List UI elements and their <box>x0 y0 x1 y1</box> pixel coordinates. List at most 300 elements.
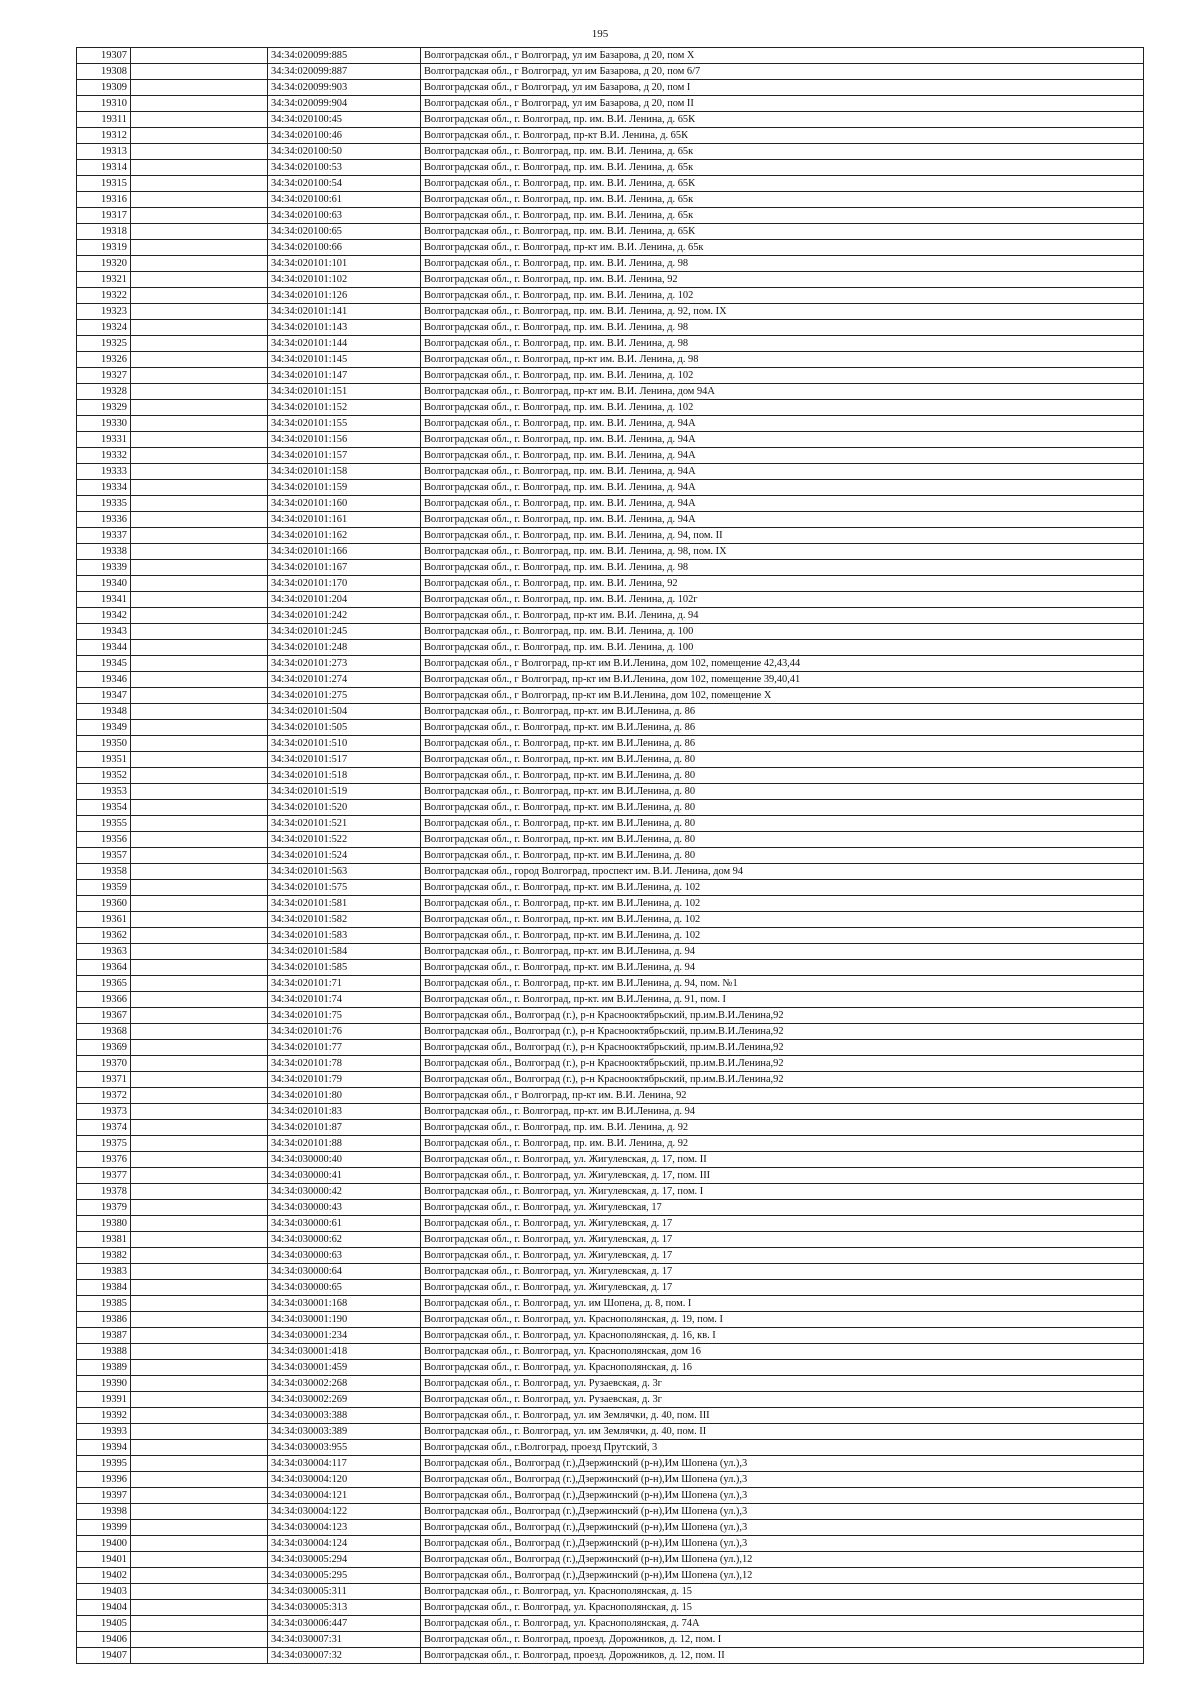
table-row <box>77 320 1144 336</box>
cadastral-number-cell: 34:34:030005:313 <box>268 1600 421 1616</box>
empty-cell <box>131 400 268 416</box>
empty-cell <box>131 128 268 144</box>
row-number-cell: 19322 <box>77 288 131 304</box>
address-cell: Волгоградская обл., Волгоград (г.), р-н Краснооктябрьский, пр.им.В.И.Ленина,92 <box>421 1024 1144 1040</box>
row-number-cell: 19323 <box>77 304 131 320</box>
cadastral-number-cell: 34:34:020101:158 <box>268 464 421 480</box>
table-row <box>77 1104 1144 1120</box>
row-number-cell: 19383 <box>77 1264 131 1280</box>
address-cell: Волгоградская обл., г. Волгоград, ул. Жигулевская, 17 <box>421 1200 1144 1216</box>
table-row <box>77 1216 1144 1232</box>
address-cell: Волгоградская обл., г. Волгоград, пр-кт. им В.И.Ленина, д. 80 <box>421 752 1144 768</box>
table-row <box>77 896 1144 912</box>
table-row <box>77 1520 1144 1536</box>
empty-cell <box>131 1568 268 1584</box>
table-row <box>77 768 1144 784</box>
address-cell: Волгоградская обл., г. Волгоград, ул. Краснополянская, дом 16 <box>421 1344 1144 1360</box>
address-cell: Волгоградская обл., г. Волгоград, пр-кт. им В.И.Ленина, д. 102 <box>421 912 1144 928</box>
row-number-cell: 19394 <box>77 1440 131 1456</box>
cadastral-number-cell: 34:34:030000:40 <box>268 1152 421 1168</box>
row-number-cell: 19366 <box>77 992 131 1008</box>
table-row <box>77 704 1144 720</box>
table-row <box>77 1488 1144 1504</box>
table-row <box>77 624 1144 640</box>
address-cell: Волгоградская обл., г. Волгоград, пр-кт. им В.И.Ленина, д. 80 <box>421 768 1144 784</box>
table-row <box>77 1600 1144 1616</box>
address-cell: Волгоградская обл., г. Волгоград, ул. Краснополянская, д. 15 <box>421 1600 1144 1616</box>
table-row <box>77 960 1144 976</box>
empty-cell <box>131 112 268 128</box>
cadastral-number-cell: 34:34:020101:141 <box>268 304 421 320</box>
cadastral-number-cell: 34:34:020101:563 <box>268 864 421 880</box>
empty-cell <box>131 736 268 752</box>
empty-cell <box>131 1456 268 1472</box>
table-row <box>77 800 1144 816</box>
address-cell: Волгоградская обл., г Волгоград, ул им Базарова, д 20, пом II <box>421 96 1144 112</box>
address-cell: Волгоградская обл., г. Волгоград, пр. им. В.И. Ленина, д. 65к <box>421 160 1144 176</box>
cadastral-number-cell: 34:34:020101:145 <box>268 352 421 368</box>
address-cell: Волгоградская обл., г Волгоград, пр-кт им. В.И. Ленина, 92 <box>421 1088 1144 1104</box>
table-row <box>77 496 1144 512</box>
cadastral-number-cell: 34:34:030000:42 <box>268 1184 421 1200</box>
table-row <box>77 1312 1144 1328</box>
address-cell: Волгоградская обл., г. Волгоград, пр-кт. им В.И.Ленина, д. 94 <box>421 960 1144 976</box>
table-row <box>77 928 1144 944</box>
table-row <box>77 688 1144 704</box>
table-row <box>77 816 1144 832</box>
address-cell: Волгоградская обл., г. Волгоград, ул. Жигулевская, д. 17, пом. II <box>421 1152 1144 1168</box>
cadastral-number-cell: 34:34:020101:585 <box>268 960 421 976</box>
row-number-cell: 19332 <box>77 448 131 464</box>
row-number-cell: 19329 <box>77 400 131 416</box>
address-cell: Волгоградская обл., г. Волгоград, ул. Краснополянская, д. 74А <box>421 1616 1144 1632</box>
table-row <box>77 528 1144 544</box>
row-number-cell: 19375 <box>77 1136 131 1152</box>
row-number-cell: 19345 <box>77 656 131 672</box>
row-number-cell: 19364 <box>77 960 131 976</box>
address-cell: Волгоградская обл., г. Волгоград, пр. им. В.И. Ленина, д. 102 <box>421 400 1144 416</box>
row-number-cell: 19346 <box>77 672 131 688</box>
empty-cell <box>131 928 268 944</box>
cadastral-number-cell: 34:34:020101:582 <box>268 912 421 928</box>
table-row <box>77 128 1144 144</box>
address-cell: Волгоградская обл., г. Волгоград, пр. им. В.И. Ленина, д. 98 <box>421 256 1144 272</box>
cadastral-number-cell: 34:34:020101:143 <box>268 320 421 336</box>
empty-cell <box>131 1072 268 1088</box>
cadastral-number-cell: 34:34:030005:294 <box>268 1552 421 1568</box>
row-number-cell: 19378 <box>77 1184 131 1200</box>
empty-cell <box>131 1200 268 1216</box>
empty-cell <box>131 1136 268 1152</box>
table-row <box>77 1616 1144 1632</box>
row-number-cell: 19398 <box>77 1504 131 1520</box>
cadastral-number-cell: 34:34:020101:583 <box>268 928 421 944</box>
table-row <box>77 192 1144 208</box>
empty-cell <box>131 880 268 896</box>
table-row <box>77 1632 1144 1648</box>
table-row <box>77 1200 1144 1216</box>
row-number-cell: 19309 <box>77 80 131 96</box>
cadastral-number-cell: 34:34:020100:66 <box>268 240 421 256</box>
empty-cell <box>131 592 268 608</box>
row-number-cell: 19404 <box>77 1600 131 1616</box>
row-number-cell: 19387 <box>77 1328 131 1344</box>
cadastral-number-cell: 34:34:020101:76 <box>268 1024 421 1040</box>
cadastral-number-cell: 34:34:030000:62 <box>268 1232 421 1248</box>
row-number-cell: 19381 <box>77 1232 131 1248</box>
row-number-cell: 19371 <box>77 1072 131 1088</box>
table-row <box>77 1376 1144 1392</box>
empty-cell <box>131 832 268 848</box>
empty-cell <box>131 944 268 960</box>
address-cell: Волгоградская обл., г. Волгоград, пр. им. В.И. Ленина, д. 65к <box>421 144 1144 160</box>
cadastral-number-cell: 34:34:030000:65 <box>268 1280 421 1296</box>
table-row <box>77 1232 1144 1248</box>
empty-cell <box>131 1248 268 1264</box>
row-number-cell: 19376 <box>77 1152 131 1168</box>
table-row <box>77 112 1144 128</box>
address-cell: Волгоградская обл., г. Волгоград, проезд. Дорожников, д. 12, пом. I <box>421 1632 1144 1648</box>
table-row <box>77 512 1144 528</box>
address-cell: Волгоградская обл., г. Волгоград, пр-кт. им В.И.Ленина, д. 86 <box>421 704 1144 720</box>
row-number-cell: 19314 <box>77 160 131 176</box>
address-cell: Волгоградская обл., г. Волгоград, пр-кт. им В.И.Ленина, д. 80 <box>421 800 1144 816</box>
address-cell: Волгоградская обл., Волгоград (г.),Дзержинский (р-н),Им Шопена (ул.),12 <box>421 1568 1144 1584</box>
address-cell: Волгоградская обл., Волгоград (г.), р-н Краснооктябрьский, пр.им.В.И.Ленина,92 <box>421 1056 1144 1072</box>
address-cell: Волгоградская обл., Волгоград (г.),Дзержинский (р-н),Им Шопена (ул.),12 <box>421 1552 1144 1568</box>
row-number-cell: 19399 <box>77 1520 131 1536</box>
table-row <box>77 384 1144 400</box>
row-number-cell: 19368 <box>77 1024 131 1040</box>
row-number-cell: 19356 <box>77 832 131 848</box>
cadastral-number-cell: 34:34:020100:54 <box>268 176 421 192</box>
table-row <box>77 416 1144 432</box>
empty-cell <box>131 1632 268 1648</box>
empty-cell <box>131 208 268 224</box>
empty-cell <box>131 784 268 800</box>
table-row <box>77 1264 1144 1280</box>
cadastral-number-cell: 34:34:030000:63 <box>268 1248 421 1264</box>
row-number-cell: 19380 <box>77 1216 131 1232</box>
address-cell: Волгоградская обл., г. Волгоград, пр-кт им. В.И. Ленина, д. 98 <box>421 352 1144 368</box>
address-cell: Волгоградская обл., Волгоград (г.),Дзержинский (р-н),Им Шопена (ул.),3 <box>421 1504 1144 1520</box>
row-number-cell: 19337 <box>77 528 131 544</box>
empty-cell <box>131 1616 268 1632</box>
table-row <box>77 1456 1144 1472</box>
table-row <box>77 1168 1144 1184</box>
cadastral-number-cell: 34:34:030005:311 <box>268 1584 421 1600</box>
cadastral-number-cell: 34:34:020101:510 <box>268 736 421 752</box>
row-number-cell: 19359 <box>77 880 131 896</box>
row-number-cell: 19351 <box>77 752 131 768</box>
cadastral-number-cell: 34:34:020101:161 <box>268 512 421 528</box>
empty-cell <box>131 976 268 992</box>
empty-cell <box>131 1168 268 1184</box>
table-row <box>77 272 1144 288</box>
address-cell: Волгоградская обл., г. Волгоград, ул. Краснополянская, д. 15 <box>421 1584 1144 1600</box>
address-cell: Волгоградская обл., г. Волгоград, пр. им. В.И. Ленина, д. 92 <box>421 1136 1144 1152</box>
table-row <box>77 96 1144 112</box>
cadastral-number-cell: 34:34:020101:521 <box>268 816 421 832</box>
cadastral-number-cell: 34:34:020101:159 <box>268 480 421 496</box>
address-cell: Волгоградская обл., г. Волгоград, пр-кт. им В.И.Ленина, д. 91, пом. I <box>421 992 1144 1008</box>
address-cell: Волгоградская обл., г. Волгоград, пр. им. В.И. Ленина, д. 100 <box>421 624 1144 640</box>
cadastral-number-cell: 34:34:020101:581 <box>268 896 421 912</box>
empty-cell <box>131 1600 268 1616</box>
address-cell: Волгоградская обл., г. Волгоград, пр. им. В.И. Ленина, д. 94А <box>421 416 1144 432</box>
row-number-cell: 19325 <box>77 336 131 352</box>
row-number-cell: 19334 <box>77 480 131 496</box>
row-number-cell: 19407 <box>77 1648 131 1664</box>
cadastral-number-cell: 34:34:030001:234 <box>268 1328 421 1344</box>
cadastral-number-cell: 34:34:020101:151 <box>268 384 421 400</box>
empty-cell <box>131 528 268 544</box>
address-cell: Волгоградская обл., г. Волгоград, ул. Жигулевская, д. 17, пом. I <box>421 1184 1144 1200</box>
table-row <box>77 368 1144 384</box>
table-row <box>77 1424 1144 1440</box>
row-number-cell: 19318 <box>77 224 131 240</box>
address-cell: Волгоградская обл., г. Волгоград, пр-кт. им В.И.Ленина, д. 94 <box>421 944 1144 960</box>
table-row <box>77 224 1144 240</box>
empty-cell <box>131 800 268 816</box>
empty-cell <box>131 672 268 688</box>
cadastral-number-cell: 34:34:030004:123 <box>268 1520 421 1536</box>
table-row <box>77 304 1144 320</box>
address-cell: Волгоградская обл., г. Волгоград, ул. Рузаевская, д. 3г <box>421 1376 1144 1392</box>
page-number: 195 <box>591 28 609 40</box>
cadastral-number-cell: 34:34:020101:162 <box>268 528 421 544</box>
row-number-cell: 19315 <box>77 176 131 192</box>
empty-cell <box>131 624 268 640</box>
cadastral-number-cell: 34:34:030000:61 <box>268 1216 421 1232</box>
empty-cell <box>131 768 268 784</box>
address-cell: Волгоградская обл., г. Волгоград, пр. им. В.И. Ленина, д. 98, пом. IX <box>421 544 1144 560</box>
table-row <box>77 752 1144 768</box>
row-number-cell: 19403 <box>77 1584 131 1600</box>
table-row <box>77 864 1144 880</box>
table-row <box>77 240 1144 256</box>
table-row <box>77 1536 1144 1552</box>
empty-cell <box>131 368 268 384</box>
table-row <box>77 1584 1144 1600</box>
row-number-cell: 19384 <box>77 1280 131 1296</box>
empty-cell <box>131 720 268 736</box>
empty-cell <box>131 1440 268 1456</box>
address-cell: Волгоградская обл., Волгоград (г.),Дзержинский (р-н),Им Шопена (ул.),3 <box>421 1536 1144 1552</box>
empty-cell <box>131 272 268 288</box>
empty-cell <box>131 80 268 96</box>
empty-cell <box>131 704 268 720</box>
row-number-cell: 19400 <box>77 1536 131 1552</box>
row-number-cell: 19313 <box>77 144 131 160</box>
table-row <box>77 1328 1144 1344</box>
cadastral-number-cell: 34:34:020100:61 <box>268 192 421 208</box>
empty-cell <box>131 1408 268 1424</box>
empty-cell <box>131 1520 268 1536</box>
cadastral-number-cell: 34:34:020101:275 <box>268 688 421 704</box>
row-number-cell: 19389 <box>77 1360 131 1376</box>
cadastral-number-cell: 34:34:030004:122 <box>268 1504 421 1520</box>
cadastral-number-cell: 34:34:020101:245 <box>268 624 421 640</box>
empty-cell <box>131 1424 268 1440</box>
empty-cell <box>131 1552 268 1568</box>
address-cell: Волгоградская обл., г. Волгоград, пр-кт. им В.И.Ленина, д. 80 <box>421 848 1144 864</box>
table-row <box>77 976 1144 992</box>
table-row <box>77 176 1144 192</box>
address-cell: Волгоградская обл., г. Волгоград, пр. им. В.И. Ленина, д. 92 <box>421 1120 1144 1136</box>
row-number-cell: 19363 <box>77 944 131 960</box>
address-cell: Волгоградская обл., г Волгоград, пр-кт им В.И.Ленина, дом 102, помещение 39,40,41 <box>421 672 1144 688</box>
address-cell: Волгоградская обл., Волгоград (г.),Дзержинский (р-н),Им Шопена (ул.),3 <box>421 1456 1144 1472</box>
row-number-cell: 19336 <box>77 512 131 528</box>
row-number-cell: 19321 <box>77 272 131 288</box>
address-cell: Волгоградская обл., г. Волгоград, пр-кт. им В.И.Ленина, д. 86 <box>421 720 1144 736</box>
row-number-cell: 19350 <box>77 736 131 752</box>
empty-cell <box>131 576 268 592</box>
empty-cell <box>131 176 268 192</box>
cadastral-number-cell: 34:34:030004:121 <box>268 1488 421 1504</box>
cadastral-number-cell: 34:34:020101:160 <box>268 496 421 512</box>
cadastral-number-cell: 34:34:020101:101 <box>268 256 421 272</box>
cadastral-number-cell: 34:34:030000:43 <box>268 1200 421 1216</box>
empty-cell <box>131 448 268 464</box>
table-row <box>77 1344 1144 1360</box>
address-cell: Волгоградская обл., г. Волгоград, пр. им. В.И. Ленина, д. 98 <box>421 320 1144 336</box>
table-row <box>77 544 1144 560</box>
row-number-cell: 19326 <box>77 352 131 368</box>
empty-cell <box>131 416 268 432</box>
table-row <box>77 256 1144 272</box>
cadastral-number-cell: 34:34:020101:80 <box>268 1088 421 1104</box>
table-row <box>77 880 1144 896</box>
table-row <box>77 592 1144 608</box>
empty-cell <box>131 240 268 256</box>
address-cell: Волгоградская обл., г Волгоград, пр-кт им В.И.Ленина, дом 102, помещение X <box>421 688 1144 704</box>
address-cell: Волгоградская обл., г. Волгоград, пр. им. В.И. Ленина, д. 65К <box>421 224 1144 240</box>
cadastral-number-cell: 34:34:020101:517 <box>268 752 421 768</box>
cadastral-number-cell: 34:34:020099:904 <box>268 96 421 112</box>
empty-cell <box>131 1376 268 1392</box>
address-cell: Волгоградская обл., г. Волгоград, ул. Жигулевская, д. 17 <box>421 1264 1144 1280</box>
table-row <box>77 1152 1144 1168</box>
empty-cell <box>131 512 268 528</box>
table-row <box>77 480 1144 496</box>
row-number-cell: 19367 <box>77 1008 131 1024</box>
row-number-cell: 19310 <box>77 96 131 112</box>
table-row <box>77 1472 1144 1488</box>
empty-cell <box>131 480 268 496</box>
row-number-cell: 19355 <box>77 816 131 832</box>
empty-cell <box>131 192 268 208</box>
row-number-cell: 19386 <box>77 1312 131 1328</box>
address-cell: Волгоградская обл., г. Волгоград, пр. им. В.И. Ленина, д. 98 <box>421 336 1144 352</box>
cadastral-number-cell: 34:34:020101:79 <box>268 1072 421 1088</box>
empty-cell <box>131 896 268 912</box>
row-number-cell: 19312 <box>77 128 131 144</box>
table-row <box>77 1408 1144 1424</box>
cadastral-number-cell: 34:34:020101:88 <box>268 1136 421 1152</box>
empty-cell <box>131 1344 268 1360</box>
row-number-cell: 19361 <box>77 912 131 928</box>
empty-cell <box>131 1216 268 1232</box>
empty-cell <box>131 1152 268 1168</box>
cadastral-number-cell: 34:34:020101:242 <box>268 608 421 624</box>
row-number-cell: 19349 <box>77 720 131 736</box>
row-number-cell: 19335 <box>77 496 131 512</box>
address-cell: Волгоградская обл., Волгоград (г.),Дзержинский (р-н),Им Шопена (ул.),3 <box>421 1488 1144 1504</box>
empty-cell <box>131 352 268 368</box>
cadastral-number-cell: 34:34:020099:887 <box>268 64 421 80</box>
table-row <box>77 944 1144 960</box>
cadastral-number-cell: 34:34:020100:46 <box>268 128 421 144</box>
table-row <box>77 1280 1144 1296</box>
cadastral-number-cell: 34:34:020101:584 <box>268 944 421 960</box>
table-row <box>77 736 1144 752</box>
registry-table-body <box>77 48 1144 1664</box>
address-cell: Волгоградская обл., г. Волгоград, пр. им. В.И. Ленина, д. 102 <box>421 288 1144 304</box>
row-number-cell: 19388 <box>77 1344 131 1360</box>
address-cell: Волгоградская обл., г. Волгоград, пр-кт. им В.И.Ленина, д. 102 <box>421 880 1144 896</box>
row-number-cell: 19395 <box>77 1456 131 1472</box>
row-number-cell: 19341 <box>77 592 131 608</box>
address-cell: Волгоградская обл., г. Волгоград, ул. Жигулевская, д. 17 <box>421 1280 1144 1296</box>
registry-table <box>76 47 1144 1664</box>
row-number-cell: 19333 <box>77 464 131 480</box>
row-number-cell: 19370 <box>77 1056 131 1072</box>
empty-cell <box>131 1488 268 1504</box>
cadastral-number-cell: 34:34:020100:53 <box>268 160 421 176</box>
table-row <box>77 1024 1144 1040</box>
row-number-cell: 19358 <box>77 864 131 880</box>
table-row <box>77 720 1144 736</box>
table-row <box>77 80 1144 96</box>
address-cell: Волгоградская обл., г. Волгоград, ул. Краснополянская, д. 16 <box>421 1360 1144 1376</box>
row-number-cell: 19397 <box>77 1488 131 1504</box>
cadastral-number-cell: 34:34:030007:32 <box>268 1648 421 1664</box>
address-cell: Волгоградская обл., г. Волгоград, пр. им. В.И. Ленина, д. 100 <box>421 640 1144 656</box>
cadastral-number-cell: 34:34:030004:124 <box>268 1536 421 1552</box>
empty-cell <box>131 1280 268 1296</box>
table-row <box>77 640 1144 656</box>
empty-cell <box>131 496 268 512</box>
table-row <box>77 1072 1144 1088</box>
row-number-cell: 19385 <box>77 1296 131 1312</box>
row-number-cell: 19374 <box>77 1120 131 1136</box>
empty-cell <box>131 1648 268 1664</box>
address-cell: Волгоградская обл., г. Волгоград, пр. им. В.И. Ленина, д. 102г <box>421 592 1144 608</box>
empty-cell <box>131 560 268 576</box>
address-cell: Волгоградская обл., г. Волгоград, ул. Краснополянская, д. 16, кв. I <box>421 1328 1144 1344</box>
empty-cell <box>131 1040 268 1056</box>
address-cell: Волгоградская обл., г. Волгоград, пр-кт. им В.И.Ленина, д. 80 <box>421 816 1144 832</box>
cadastral-number-cell: 34:34:020101:126 <box>268 288 421 304</box>
table-row <box>77 560 1144 576</box>
address-cell: Волгоградская обл., г. Волгоград, пр-кт. им В.И.Ленина, д. 94, пом. №1 <box>421 976 1144 992</box>
row-number-cell: 19348 <box>77 704 131 720</box>
cadastral-number-cell: 34:34:020101:144 <box>268 336 421 352</box>
cadastral-number-cell: 34:34:020101:274 <box>268 672 421 688</box>
empty-cell <box>131 384 268 400</box>
row-number-cell: 19328 <box>77 384 131 400</box>
row-number-cell: 19360 <box>77 896 131 912</box>
address-cell: Волгоградская обл., г. Волгоград, ул. Жигулевская, д. 17 <box>421 1216 1144 1232</box>
row-number-cell: 19405 <box>77 1616 131 1632</box>
cadastral-number-cell: 34:34:020101:152 <box>268 400 421 416</box>
address-cell: Волгоградская обл., Волгоград (г.), р-н Краснооктябрьский, пр.им.В.И.Ленина,92 <box>421 1008 1144 1024</box>
row-number-cell: 19365 <box>77 976 131 992</box>
row-number-cell: 19362 <box>77 928 131 944</box>
table-row <box>77 1504 1144 1520</box>
